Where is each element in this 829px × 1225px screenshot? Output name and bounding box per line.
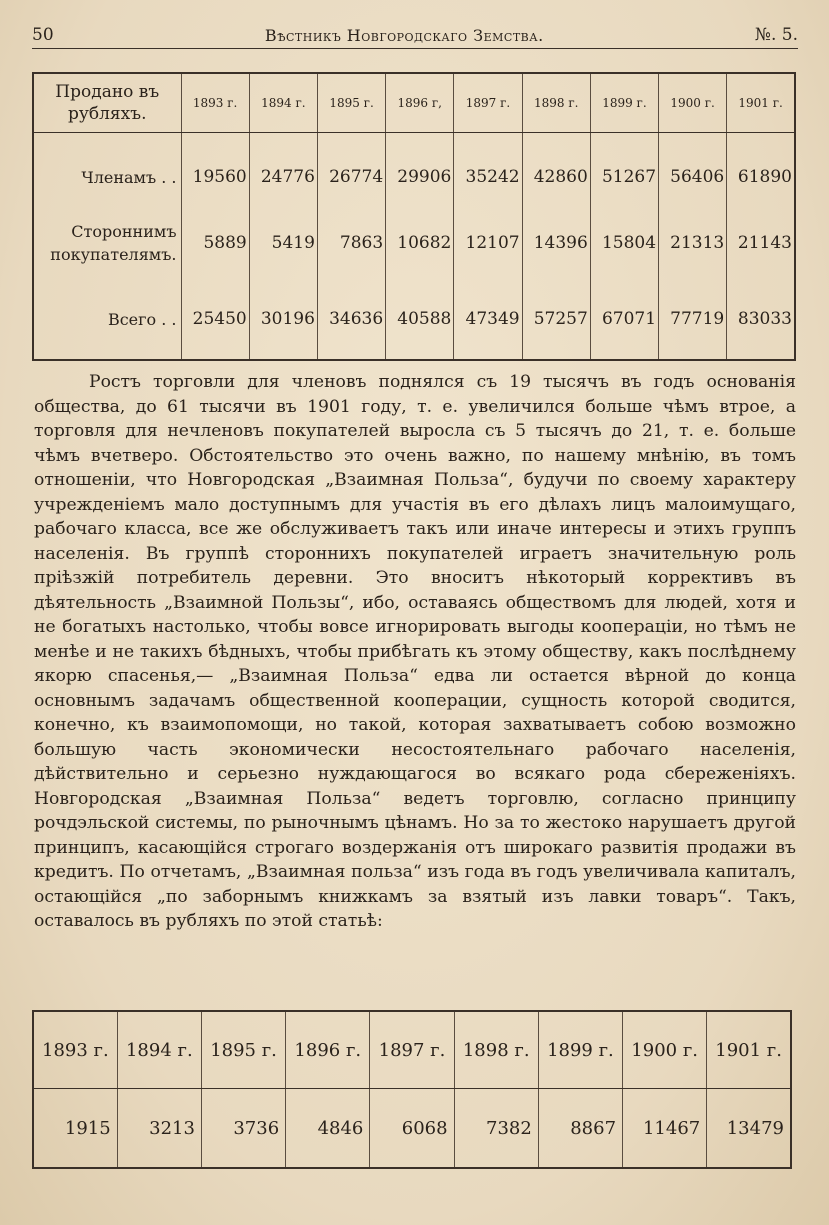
- year-header: 1900 г.: [659, 73, 727, 133]
- sales-table: [32, 72, 796, 361]
- year-header: 1901 г.: [707, 1011, 791, 1089]
- table-cell: 30196: [249, 279, 317, 360]
- year-header: 1895 г.: [317, 73, 385, 133]
- table-cell: 15804: [590, 207, 658, 279]
- year-header: 1894 г.: [249, 73, 317, 133]
- table-cell: 12107: [454, 207, 522, 279]
- year-header: 1893 г.: [181, 73, 249, 133]
- sales-table-row-header: Продано въ рубляхъ.: [33, 73, 181, 133]
- table-cell: 5419: [249, 207, 317, 279]
- table-row: [33, 1089, 791, 1169]
- table-cell: 4846: [286, 1089, 370, 1169]
- table-cell: 6068: [370, 1089, 454, 1169]
- table-cell: 11467: [623, 1089, 707, 1169]
- table-cell: 3736: [201, 1089, 285, 1169]
- credit-table-header-row: [33, 1011, 791, 1089]
- table-cell: 21313: [659, 207, 727, 279]
- credit-table: [32, 1010, 792, 1169]
- table-cell: 56406: [659, 133, 727, 208]
- table-cell: 21143: [727, 207, 795, 279]
- year-header: 1899 г.: [590, 73, 658, 133]
- table-cell: 1915: [33, 1089, 117, 1169]
- table-row-total: [33, 279, 795, 360]
- year-header: 1893 г.: [33, 1011, 117, 1089]
- table-cell: 24776: [249, 133, 317, 208]
- table-cell: 10682: [386, 207, 454, 279]
- row-label: Членамъ . .: [33, 133, 181, 208]
- table-cell: 51267: [590, 133, 658, 208]
- issue-number: №. 5.: [754, 25, 798, 45]
- table-cell: 7863: [317, 207, 385, 279]
- table-cell: 42860: [522, 133, 590, 208]
- table-cell: 3213: [117, 1089, 201, 1169]
- table-cell: 35242: [454, 133, 522, 208]
- journal-title: Вѣстникъ Новгородскаго Земства.: [264, 25, 544, 45]
- table-cell: 8867: [538, 1089, 622, 1169]
- year-header: 1899 г.: [538, 1011, 622, 1089]
- table-cell: 14396: [522, 207, 590, 279]
- table-cell: 29906: [386, 133, 454, 208]
- table-cell: 13479: [707, 1089, 791, 1169]
- table-cell: 83033: [727, 279, 795, 360]
- table-row-outside-buyers: [33, 207, 795, 279]
- year-header: 1897 г.: [454, 73, 522, 133]
- page-number: 50: [32, 25, 54, 45]
- table-cell: 19560: [181, 133, 249, 208]
- year-header: 1895 г.: [201, 1011, 285, 1089]
- table-cell: 26774: [317, 133, 385, 208]
- row-label: Стороннимъ покупателямъ.: [33, 207, 181, 279]
- year-header: 1901 г.: [727, 73, 795, 133]
- page-header: [32, 22, 798, 49]
- body-paragraph: Ростъ торговли для членовъ поднялся съ 19 тысячъ въ годъ основанія общества, до 61 тысячи въ 1901 году, т. е. увеличился больше чѣмъ втрое, а торговля для нечленовъ покупателей выросла съ 5 тысячъ до 21, т. е. больше чѣмъ вчетверо. Обстоятельство это очень важно, по нашему мнѣнію, въ томъ отношеніи, что Новгородская „Взаимная Польза“, будучи по своему характеру учрежденіемъ мало доступнымъ для участія въ его дѣлахъ лицъ малоимущаго, рабочаго класса, все же обслуживаетъ такъ или иначе интересы и этихъ группъ населенія. Въ группѣ стороннихъ покупателей играетъ значительную роль пріѣзжій потребитель деревни. Это вноситъ нѣкоторый коррективъ въ дѣятельность „Взаимной Пользы“, ибо, оставаясь обществомъ для людей, хотя и не богатыхъ настолько, чтобы вовсе игнорировать выгоды коопераціи, но тѣмъ не менѣе и не такихъ бѣдныхъ, чтобы прибѣгать къ этому обществу, какъ послѣднему якорю спасенья,— „Взаимная Польза“ едва ли остается вѣрной до конца основнымъ задачамъ общественной кооперации, сущность которой сводится, конечно, къ взаимопомощи, но такой, которая захватываетъ собою возможно большую часть экономически несостоятельнаго рабочаго населенія, дѣйствительно и серьезно нуждающагося во всякаго рода сбереженіяхъ. Новгородская „Взаимная Польза“ ведетъ торговлю, согласно принципу рочдэльской системы, по рыночнымъ цѣнамъ. Но за то жестоко нарушаетъ другой принципъ, касающійся строгаго воздержанія отъ широкаго развитія продажи въ кредитъ. По отчетамъ, „Взаимная польза“ изъ года въ годъ увеличивала капиталъ, остающійся „по заборнымъ книжкамъ за взятый изъ лавки товаръ“. Такъ, оставалось въ рубляхъ по этой статьѣ:: [34, 372, 796, 931]
- table-cell: 77719: [659, 279, 727, 360]
- table-cell: 57257: [522, 279, 590, 360]
- year-header: 1894 г.: [117, 1011, 201, 1089]
- year-header: 1897 г.: [370, 1011, 454, 1089]
- year-header: 1896 г,: [386, 73, 454, 133]
- sales-table-header-row: [33, 73, 795, 133]
- table-cell: 47349: [454, 279, 522, 360]
- year-header: 1900 г.: [623, 1011, 707, 1089]
- year-header: 1896 г.: [286, 1011, 370, 1089]
- table-cell: 5889: [181, 207, 249, 279]
- table-cell: 34636: [317, 279, 385, 360]
- table-cell: 40588: [386, 279, 454, 360]
- table-row-members: [33, 133, 795, 208]
- year-header: 1898 г.: [522, 73, 590, 133]
- table-cell: 7382: [454, 1089, 538, 1169]
- table-cell: 61890: [727, 133, 795, 208]
- row-label: Всего . .: [33, 279, 181, 360]
- table-cell: 25450: [181, 279, 249, 360]
- year-header: 1898 г.: [454, 1011, 538, 1089]
- table-cell: 67071: [590, 279, 658, 360]
